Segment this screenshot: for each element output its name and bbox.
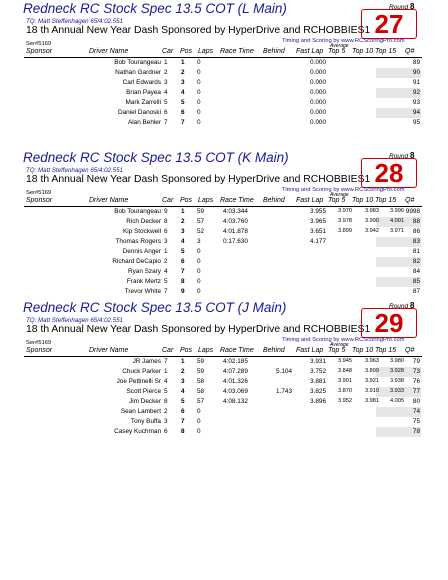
cell-q: 75 <box>412 418 420 425</box>
table-row <box>0 387 448 397</box>
timing-credit: Timing and Scoring by www.RCScoringPro.com <box>282 337 405 343</box>
table-row <box>0 217 448 227</box>
cell-laps: 0 <box>197 428 201 435</box>
header-sponsor: Sponsor <box>26 347 53 354</box>
cell-car: 9 <box>164 208 168 215</box>
cell-racetime: 4:07.289 <box>223 368 248 375</box>
cell-q: 9998 <box>405 208 420 215</box>
header-pos: Pos <box>180 347 193 354</box>
cell-laps: 57 <box>197 218 205 225</box>
header-top10: Top 10 <box>352 347 374 354</box>
cell-pos: 6 <box>181 408 185 415</box>
cell-q: 86 <box>412 228 420 235</box>
cell-car: 7 <box>164 119 168 126</box>
cell-pos: 6 <box>181 109 185 116</box>
serial-number: Ser#5169 <box>26 340 52 346</box>
cell-pos: 1 <box>181 358 185 365</box>
event-name: 18 th Annual New Year Dash Sponsored by HyperDrive and RCHOBBIES1 <box>26 174 371 185</box>
cell-pos: 4 <box>181 89 185 96</box>
cell-top5: 3.952 <box>338 398 352 404</box>
tq-line: TQ: Matt Steffenhagen 65/4:02.551 <box>26 18 124 25</box>
cell-driver: Brian Payea <box>126 89 161 96</box>
cell-fastlap: 0.000 <box>310 89 326 96</box>
cell-laps: 0 <box>197 418 201 425</box>
cell-behind: 5.104 <box>276 368 292 375</box>
table-row <box>0 68 448 78</box>
table-row <box>0 98 448 108</box>
serial-number: Ser#5169 <box>26 41 52 47</box>
cell-q: 95 <box>412 119 420 126</box>
header-fast-lap: Fast Lap <box>296 48 324 55</box>
cell-pos: 5 <box>181 248 185 255</box>
header-q: Q# <box>405 197 415 204</box>
header-q: Q# <box>405 347 415 354</box>
cell-fastlap: 3.825 <box>310 388 326 395</box>
cell-top10: 3.983 <box>365 208 379 214</box>
cell-q: 93 <box>412 99 420 106</box>
header-top10: Top 10 <box>352 48 374 55</box>
cell-laps: 0 <box>197 248 201 255</box>
cell-racetime: 4:01.878 <box>223 228 248 235</box>
cell-pos: 2 <box>181 218 185 225</box>
header-top5: Top 5 <box>328 347 346 354</box>
cell-top10: 3.990 <box>365 218 379 224</box>
cell-top5: 3.899 <box>338 228 352 234</box>
cell-laps: 59 <box>197 358 205 365</box>
cell-car: 2 <box>164 408 168 415</box>
race-title: Redneck RC Stock Spec 13.5 COT (L Main) <box>23 1 287 16</box>
header-laps: Laps <box>198 197 214 204</box>
header-car: Car <box>162 347 174 354</box>
cell-driver: Kip Stockwell <box>122 228 161 235</box>
cell-racetime: 4:08.132 <box>223 398 248 405</box>
cell-q: 85 <box>412 278 420 285</box>
cell-fastlap: 4.177 <box>310 238 326 245</box>
header-sponsor: Sponsor <box>26 48 53 55</box>
table-row <box>0 367 448 377</box>
cell-top15: 3.971 <box>390 228 404 234</box>
cell-q: 89 <box>412 59 420 66</box>
header-laps: Laps <box>198 347 214 354</box>
main-number-badge: 27 <box>361 9 417 39</box>
cell-top5: 3.970 <box>338 208 352 214</box>
cell-pos: 4 <box>181 238 185 245</box>
cell-laps: 3 <box>197 238 201 245</box>
cell-top5: 3.848 <box>338 368 352 374</box>
round-number: 8 <box>409 151 415 160</box>
table-row <box>0 357 448 367</box>
cell-car: 8 <box>164 218 168 225</box>
table-row <box>0 118 448 128</box>
table-row <box>0 78 448 88</box>
cell-driver: Richard DeCapio <box>112 258 161 265</box>
cell-driver: Chuck Parker <box>122 368 161 375</box>
cell-car: 6 <box>164 109 168 116</box>
cell-car: 7 <box>164 288 168 295</box>
cell-q: 91 <box>412 79 420 86</box>
cell-car: 6 <box>164 428 168 435</box>
cell-top15: 3.933 <box>390 388 404 394</box>
cell-laps: 0 <box>197 119 201 126</box>
tq-line: TQ: Matt Steffenhagen 65/4:02.551 <box>26 317 124 324</box>
cell-behind: 1.743 <box>276 388 292 395</box>
cell-top10: 3.899 <box>365 368 379 374</box>
table-row <box>0 407 448 417</box>
header-driver-name: Driver Name <box>89 48 129 55</box>
cell-pos: 2 <box>181 69 185 76</box>
cell-laps: 0 <box>197 59 201 66</box>
race-section <box>0 1 448 151</box>
header-average: Average <box>330 43 349 49</box>
cell-driver: Thomas Rogers <box>115 238 161 245</box>
cell-top15: 3.980 <box>390 358 404 364</box>
cell-driver: Joe Pettinelli Sr <box>116 378 161 385</box>
cell-racetime: 4:03.760 <box>223 218 248 225</box>
cell-pos: 8 <box>181 428 185 435</box>
cell-pos: 5 <box>181 398 185 405</box>
cell-top10: 3.981 <box>365 398 379 404</box>
header-q: Q# <box>405 48 415 55</box>
cell-laps: 52 <box>197 228 205 235</box>
cell-pos: 5 <box>181 99 185 106</box>
cell-top15: 4.001 <box>390 218 404 224</box>
cell-top15: 3.938 <box>390 378 404 384</box>
table-row <box>0 417 448 427</box>
cell-laps: 0 <box>197 288 201 295</box>
cell-driver: Rich Decker <box>126 218 161 225</box>
cell-car: 1 <box>164 59 168 66</box>
cell-driver: Mark Zarrelli <box>125 99 161 106</box>
cell-driver: Trevor White <box>124 288 161 295</box>
race-section <box>0 150 448 300</box>
cell-pos: 9 <box>181 288 185 295</box>
cell-car: 3 <box>164 238 168 245</box>
race-section <box>0 300 448 450</box>
cell-q: 92 <box>412 89 420 96</box>
cell-racetime: 4:02.185 <box>223 358 248 365</box>
cell-car: 7 <box>164 358 168 365</box>
cell-laps: 0 <box>197 79 201 86</box>
race-title: Redneck RC Stock Spec 13.5 COT (K Main) <box>23 150 289 165</box>
cell-pos: 3 <box>181 228 185 235</box>
cell-driver: Alan Behler <box>127 119 161 126</box>
cell-racetime: 4:01.326 <box>223 378 248 385</box>
cell-pos: 1 <box>181 208 185 215</box>
round-label: Round <box>389 153 409 160</box>
header-sponsor: Sponsor <box>26 197 53 204</box>
cell-fastlap: 3.881 <box>310 378 326 385</box>
cell-q: 78 <box>412 428 420 435</box>
table-row <box>0 227 448 237</box>
cell-laps: 0 <box>197 408 201 415</box>
cell-car: 5 <box>164 99 168 106</box>
timing-credit: Timing and Scoring by www.RCScoringPro.com <box>282 38 405 44</box>
round-number: 8 <box>409 2 415 11</box>
header-fast-lap: Fast Lap <box>296 197 324 204</box>
header-average: Average <box>330 342 349 348</box>
header-behind: Behind <box>263 48 285 55</box>
cell-pos: 7 <box>181 418 185 425</box>
cell-laps: 59 <box>197 368 205 375</box>
cell-pos: 7 <box>181 119 185 126</box>
cell-car: 3 <box>164 418 168 425</box>
cell-top15: 4.005 <box>390 398 404 404</box>
header-laps: Laps <box>198 48 214 55</box>
cell-car: 4 <box>164 268 168 275</box>
table-row <box>0 207 448 217</box>
header-car: Car <box>162 197 174 204</box>
cell-driver: JR James <box>132 358 161 365</box>
cell-driver: Tony Buffa <box>130 418 161 425</box>
cell-car: 3 <box>164 79 168 86</box>
table-row <box>0 377 448 387</box>
cell-q: 87 <box>412 288 420 295</box>
header-car: Car <box>162 48 174 55</box>
cell-racetime: 4:03.344 <box>223 208 248 215</box>
header-race-time: Race Time <box>220 48 254 55</box>
table-row <box>0 267 448 277</box>
cell-laps: 0 <box>197 278 201 285</box>
cell-car: 1 <box>164 248 168 255</box>
cell-pos: 2 <box>181 368 185 375</box>
header-fast-lap: Fast Lap <box>296 347 324 354</box>
event-name: 18 th Annual New Year Dash Sponsored by HyperDrive and RCHOBBIES1 <box>26 25 371 36</box>
cell-fastlap: 3.752 <box>310 368 326 375</box>
cell-top10: 3.910 <box>365 388 379 394</box>
cell-top5: 3.978 <box>338 218 352 224</box>
event-name: 18 th Annual New Year Dash Sponsored by HyperDrive and RCHOBBIES1 <box>26 324 371 335</box>
cell-pos: 7 <box>181 268 185 275</box>
header-driver-name: Driver Name <box>89 347 129 354</box>
cell-q: 84 <box>412 268 420 275</box>
round-label: Round <box>389 4 409 11</box>
cell-q: 80 <box>412 398 420 405</box>
cell-car: 5 <box>164 388 168 395</box>
cell-racetime: 0:17.630 <box>223 238 248 245</box>
cell-driver: Frank Mertz <box>126 278 161 285</box>
header-pos: Pos <box>180 197 193 204</box>
header-behind: Behind <box>263 347 285 354</box>
cell-car: 8 <box>164 398 168 405</box>
cell-laps: 58 <box>197 388 205 395</box>
cell-top5: 3.945 <box>338 358 352 364</box>
cell-driver: Casey Kuchman <box>114 428 161 435</box>
main-number-badge: 28 <box>361 158 417 188</box>
cell-q: 81 <box>412 248 420 255</box>
cell-fastlap: 0.000 <box>310 59 326 66</box>
cell-fastlap: 0.000 <box>310 69 326 76</box>
header-top10: Top 10 <box>352 197 374 204</box>
table-row <box>0 58 448 68</box>
round-label: Round <box>389 303 409 310</box>
cell-driver: Sean Lambert <box>120 408 161 415</box>
cell-fastlap: 0.000 <box>310 109 326 116</box>
cell-fastlap: 0.000 <box>310 119 326 126</box>
main-number-badge: 29 <box>361 308 417 338</box>
cell-q: 74 <box>412 408 420 415</box>
table-row <box>0 277 448 287</box>
cell-q: 83 <box>412 238 420 245</box>
header-race-time: Race Time <box>220 347 254 354</box>
cell-fastlap: 3.896 <box>310 398 326 405</box>
cell-q: 77 <box>412 388 420 395</box>
cell-car: 4 <box>164 378 168 385</box>
header-average: Average <box>330 192 349 198</box>
serial-number: Ser#5169 <box>26 190 52 196</box>
cell-laps: 0 <box>197 99 201 106</box>
header-top15: Top 15 <box>375 197 397 204</box>
cell-top15: 3.928 <box>390 368 404 374</box>
cell-fastlap: 0.000 <box>310 99 326 106</box>
table-row <box>0 108 448 118</box>
cell-driver: Bob Tourangeau <box>114 59 161 66</box>
table-row <box>0 88 448 98</box>
cell-pos: 1 <box>181 59 185 66</box>
cell-driver: Jim Decker <box>129 398 161 405</box>
cell-driver: Carl Edwards <box>122 79 161 86</box>
cell-q: 73 <box>412 368 420 375</box>
cell-laps: 59 <box>197 208 205 215</box>
cell-top10: 3.921 <box>365 378 379 384</box>
timing-credit: Timing and Scoring by www.RCScoringPro.com <box>282 187 405 193</box>
header-top5: Top 5 <box>328 48 346 55</box>
cell-driver: Scott Pierce <box>126 388 161 395</box>
cell-top5: 3.901 <box>338 378 352 384</box>
cell-laps: 0 <box>197 268 201 275</box>
header-pos: Pos <box>180 48 193 55</box>
table-row <box>0 257 448 267</box>
cell-fastlap: 3.651 <box>310 228 326 235</box>
cell-car: 6 <box>164 228 168 235</box>
cell-car: 2 <box>164 69 168 76</box>
cell-car: 1 <box>164 368 168 375</box>
header-top15: Top 15 <box>375 48 397 55</box>
cell-driver: Nathan Gardner <box>115 69 161 76</box>
cell-fastlap: 0.000 <box>310 79 326 86</box>
tq-line: TQ: Matt Steffenhagen 65/4:02.551 <box>26 167 124 174</box>
cell-laps: 58 <box>197 378 205 385</box>
cell-pos: 8 <box>181 278 185 285</box>
cell-laps: 0 <box>197 69 201 76</box>
cell-driver: Daniel Danoski <box>118 109 161 116</box>
cell-pos: 4 <box>181 388 185 395</box>
cell-top15: 3.996 <box>390 208 404 214</box>
cell-fastlap: 3.955 <box>310 208 326 215</box>
cell-fastlap: 3.931 <box>310 358 326 365</box>
header-driver-name: Driver Name <box>89 197 129 204</box>
table-row <box>0 287 448 297</box>
cell-racetime: 4:03.069 <box>223 388 248 395</box>
table-row <box>0 427 448 437</box>
cell-pos: 3 <box>181 378 185 385</box>
cell-top10: 3.963 <box>365 358 379 364</box>
cell-q: 79 <box>412 358 420 365</box>
cell-q: 82 <box>412 258 420 265</box>
cell-car: 4 <box>164 89 168 96</box>
cell-driver: Ryan Szary <box>127 268 161 275</box>
table-row <box>0 237 448 247</box>
cell-driver: Bob Tourangeau <box>114 208 161 215</box>
cell-laps: 0 <box>197 109 201 116</box>
table-row <box>0 397 448 407</box>
cell-q: 90 <box>412 69 420 76</box>
table-row <box>0 247 448 257</box>
cell-car: 2 <box>164 258 168 265</box>
header-top15: Top 15 <box>375 347 397 354</box>
cell-fastlap: 3.965 <box>310 218 326 225</box>
round-number: 8 <box>409 301 415 310</box>
cell-top5: 3.870 <box>338 388 352 394</box>
cell-laps: 0 <box>197 89 201 96</box>
race-title: Redneck RC Stock Spec 13.5 COT (J Main) <box>23 300 287 315</box>
cell-pos: 3 <box>181 79 185 86</box>
cell-pos: 6 <box>181 258 185 265</box>
cell-q: 88 <box>412 218 420 225</box>
cell-q: 94 <box>412 109 420 116</box>
header-behind: Behind <box>263 197 285 204</box>
cell-laps: 0 <box>197 258 201 265</box>
header-race-time: Race Time <box>220 197 254 204</box>
cell-laps: 57 <box>197 398 205 405</box>
cell-top10: 3.942 <box>365 228 379 234</box>
cell-driver: Dennis Anger <box>122 248 161 255</box>
cell-q: 76 <box>412 378 420 385</box>
header-top5: Top 5 <box>328 197 346 204</box>
cell-car: 5 <box>164 278 168 285</box>
